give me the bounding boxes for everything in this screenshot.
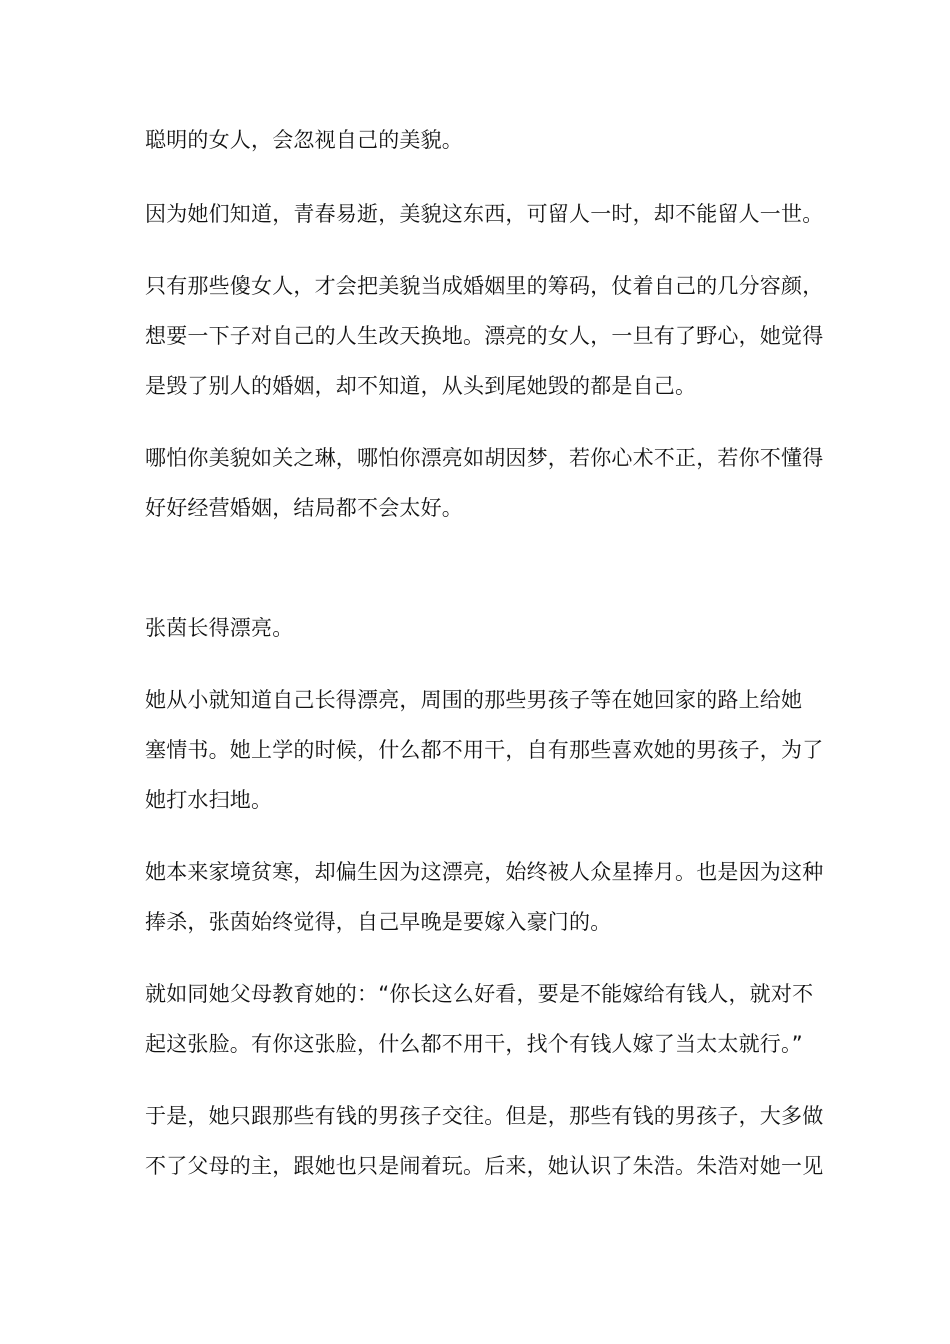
text-line: 哪怕你美貌如关之琳，哪怕你漂亮如胡因梦，若你心术不正，若你不懂得 <box>145 446 824 470</box>
text-line: 她打水扫地。 <box>145 788 273 812</box>
text-line: 于是，她只跟那些有钱的男孩子交往。但是，那些有钱的男孩子，大多做 <box>145 1104 824 1128</box>
text-line: 她本来家境贫寒，却偏生因为这漂亮，始终被人众星捧月。也是因为这种 <box>145 860 824 884</box>
text-line: 起这张脸。有你这张脸，什么都不用干，找个有钱人嫁了当太太就行。” <box>145 1032 803 1056</box>
text-line: 是毁了别人的婚姻，却不知道，从头到尾她毁的都是自己。 <box>145 374 697 398</box>
text-line: 塞情书。她上学的时候，什么都不用干，自有那些喜欢她的男孩子，为了 <box>145 738 824 762</box>
text-line: 因为她们知道，青春易逝，美貌这东西，可留人一时，却不能留人一世。 <box>145 202 824 226</box>
text-line: 捧杀，张茵始终觉得，自己早晚是要嫁入豪门的。 <box>145 910 612 934</box>
text-line: 聪明的女人，会忽视自己的美貌。 <box>145 128 463 152</box>
text-line: 想要一下子对自己的人生改天换地。漂亮的女人，一旦有了野心，她觉得 <box>145 324 824 348</box>
text-line: 她从小就知道自己长得漂亮，周围的那些男孩子等在她回家的路上给她 <box>145 688 803 712</box>
text-line: 只有那些傻女人，才会把美貌当成婚姻里的筹码，仗着自己的几分容颜， <box>145 274 824 298</box>
text-line: 不了父母的主，跟她也只是闹着玩。后来，她认识了朱浩。朱浩对她一见 <box>145 1154 824 1178</box>
text-line: 就如同她父母教育她的：“你长这么好看，要是不能嫁给有钱人，就对不 <box>145 982 814 1006</box>
text-line: 好好经营婚姻，结局都不会太好。 <box>145 496 463 520</box>
text-line: 张茵长得漂亮。 <box>145 616 294 640</box>
